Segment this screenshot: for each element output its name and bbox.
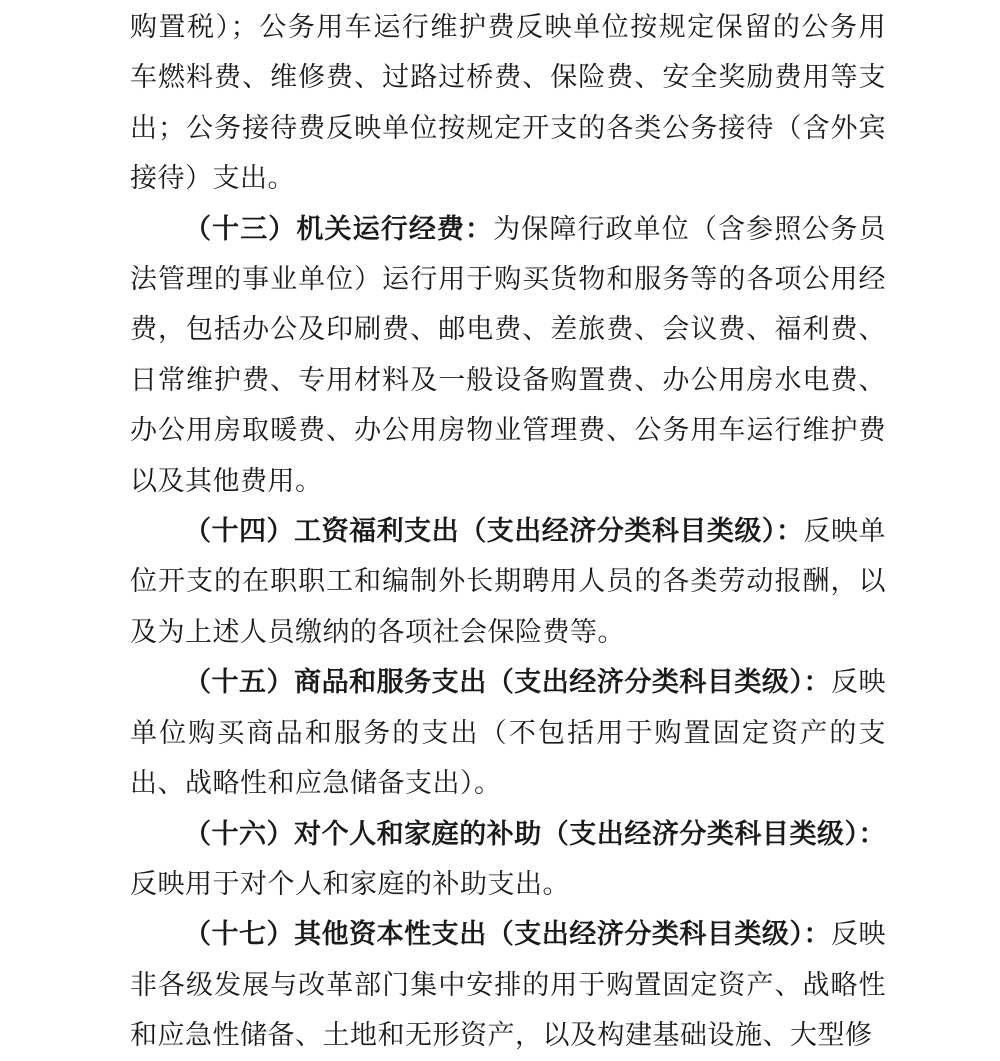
heading-run: （十三）机关运行经费：: [184, 213, 494, 244]
text-run: 为保障行政单位（含参照公务员法管理的事业单位）运行用于购买货物和服务等的各项公用经费，包括办公及印刷费、邮电费、差旅费、会议费、福利费、日常维护费、专用材料及一般设备购置费、办公用房水电费、办公用房取暖费、办公用房物业管理费、公务用车运行维护费以及其他费用。: [130, 213, 887, 496]
paragraph: [130, 506, 886, 657]
heading-run: （十四）工资福利支出（支出经济分类科目类级）：: [184, 516, 804, 547]
paragraph: [130, 2, 886, 204]
heading-run: （十七）其他资本性支出（支出经济分类科目类级）：: [184, 919, 831, 950]
text-run: 反映单位购买商品和服务的支出（不包括用于购置固定资产的支出、战略性和应急储备支出）。: [130, 667, 887, 799]
paragraph: [130, 809, 886, 910]
text-run: 反映单位开支的在职职工和编制外长期聘用人员的各类劳动报酬，以及为上述人员缴纳的各项社会保险费等。: [130, 516, 887, 647]
paragraph: [130, 204, 886, 506]
text-run: 购置税）；公务用车运行维护费反映单位按规定保留的公务用车燃料费、维修费、过路过桥费、保险费、安全奖励费用等支出；公务接待费反映单位按规定开支的各类公务接待（含外宾接待）支出。: [130, 12, 886, 194]
text-run: 反映用于对个人和家庭的补助支出。: [130, 868, 570, 899]
paragraph: [130, 909, 886, 1060]
paragraph: [130, 657, 886, 808]
text-run: 反映非各级发展与改革部门集中安排的用于购置固定资产、战略性和应急性储备、土地和无形资产，以及构建基础设施、大型修: [130, 919, 887, 1051]
heading-run: （十五）商品和服务支出（支出经济分类科目类级）：: [184, 667, 831, 698]
heading-run: （十六）对个人和家庭的补助（支出经济分类科目类级）：: [184, 818, 886, 849]
